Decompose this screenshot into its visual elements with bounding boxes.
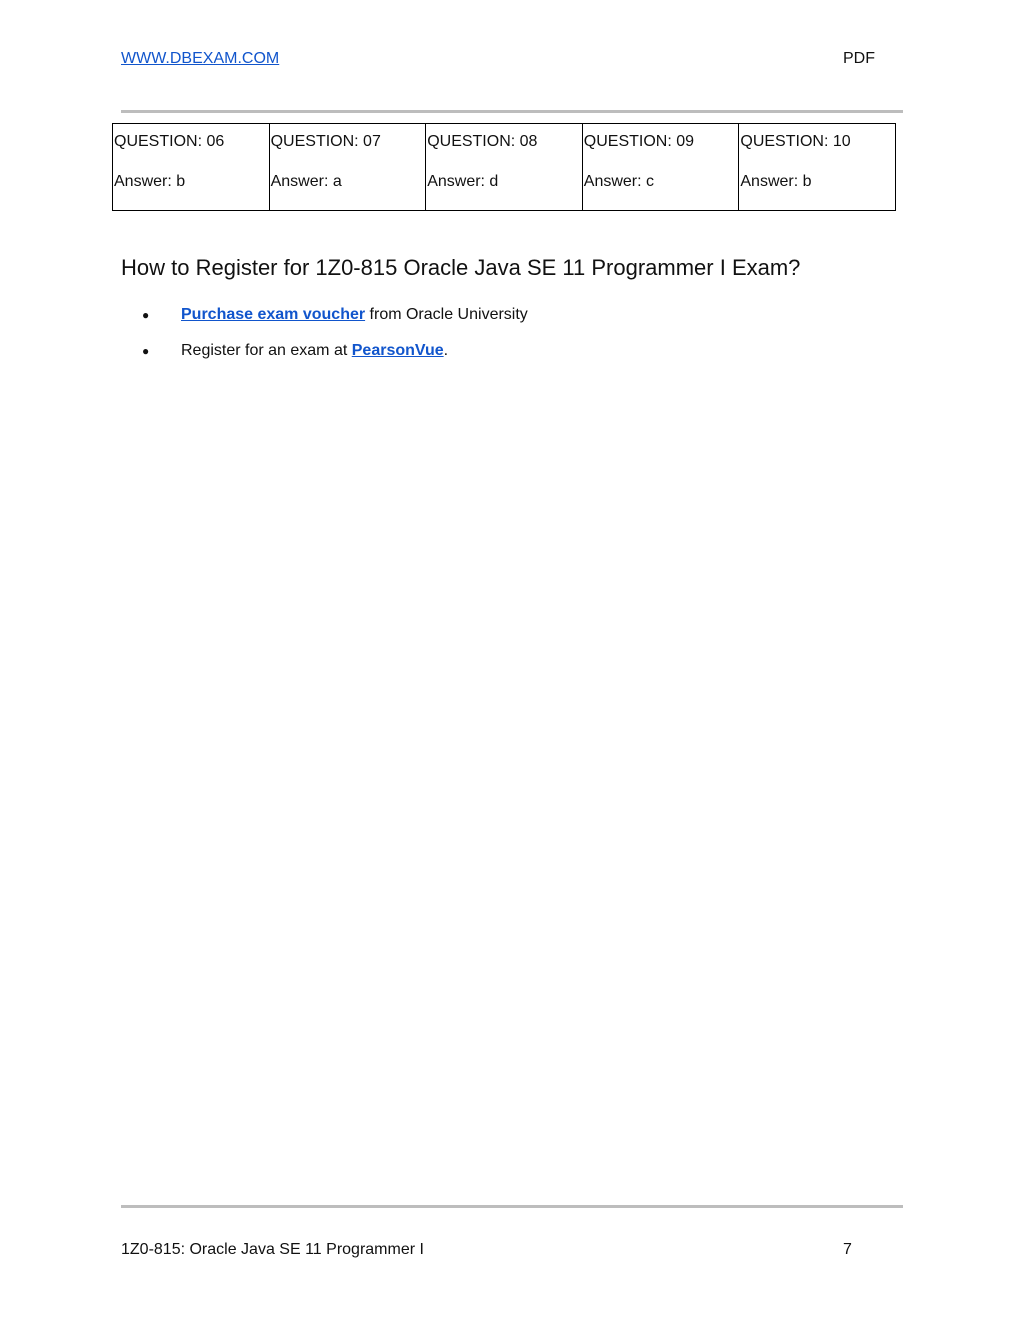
- step-text-end: .: [443, 342, 449, 359]
- answer-label: Answer: d: [427, 173, 499, 190]
- list-item: [121, 302, 528, 338]
- answer-cell: [113, 124, 270, 211]
- answer-cell: [269, 124, 426, 211]
- answer-cell: [739, 124, 896, 211]
- question-label: QUESTION: 09: [583, 133, 695, 150]
- footer-title: 1Z0-815: Oracle Java SE 11 Programmer I: [121, 1241, 424, 1258]
- format-label: PDF: [843, 50, 875, 67]
- step-text: from Oracle University: [365, 306, 528, 323]
- step-text: Register for an exam at: [181, 342, 352, 359]
- header-divider: [121, 110, 903, 113]
- answer-label: Answer: b: [740, 173, 812, 190]
- table-row: [113, 124, 896, 211]
- answer-cell: [582, 124, 739, 211]
- question-label: QUESTION: 06: [114, 133, 225, 150]
- answer-label: Answer: c: [583, 173, 655, 190]
- section-heading: How to Register for 1Z0-815 Oracle Java SE 11 Programmer I Exam?: [121, 255, 801, 280]
- question-label: QUESTION: 08: [427, 133, 538, 150]
- page-number: 7: [843, 1241, 852, 1258]
- list-item: [121, 338, 528, 374]
- pearsonvue-link[interactable]: PearsonVue: [351, 342, 444, 359]
- bullet-icon: ●: [142, 308, 150, 322]
- registration-steps: [121, 302, 528, 374]
- answer-cell: [426, 124, 583, 211]
- answer-label: Answer: a: [270, 173, 342, 190]
- question-label: QUESTION: 07: [270, 133, 381, 150]
- purchase-voucher-link[interactable]: Purchase exam voucher: [181, 306, 366, 323]
- question-label: QUESTION: 10: [740, 133, 851, 150]
- site-link[interactable]: WWW.DBEXAM.COM: [121, 50, 280, 67]
- answer-label: Answer: b: [114, 173, 186, 190]
- bullet-icon: ●: [142, 344, 150, 358]
- answers-table: [112, 123, 896, 211]
- footer-divider: [121, 1205, 903, 1208]
